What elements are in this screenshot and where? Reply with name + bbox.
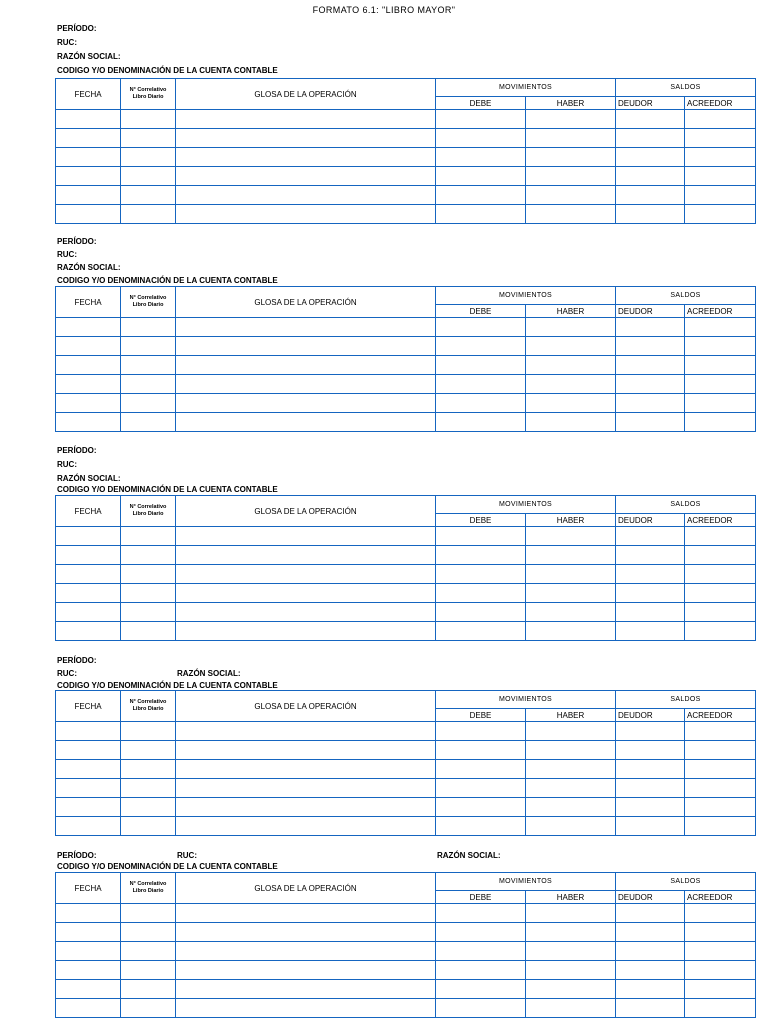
glosa-header: GLOSA DE LA OPERACIÓN — [176, 287, 436, 318]
correlativo-header: N° Correlativo Libro Diario — [121, 691, 176, 722]
cuenta-label: CODIGO Y/O DENOMINACIÓN DE LA CUENTA CONTABLE — [57, 66, 278, 75]
deudor-header: DEUDOR — [616, 514, 685, 527]
cuenta-label: CODIGO Y/O DENOMINACIÓN DE LA CUENTA CONTABLE — [57, 485, 278, 494]
table-row — [56, 413, 756, 432]
correlativo-header: N° Correlativo Libro Diario — [121, 873, 176, 904]
table-row — [56, 798, 756, 817]
periodo-label: PERÍODO: — [57, 24, 97, 33]
table-row — [56, 546, 756, 565]
table-row — [56, 318, 756, 337]
debe-header: DEBE — [436, 305, 526, 318]
haber-header: HABER — [526, 305, 616, 318]
ruc-label: RUC: — [57, 669, 77, 678]
haber-header: HABER — [526, 97, 616, 110]
acreedor-header: ACREEDOR — [685, 514, 756, 527]
table-row — [56, 741, 756, 760]
saldos-header: SALDOS — [616, 287, 756, 305]
periodo-label: PERÍODO: — [57, 656, 97, 665]
table-row — [56, 817, 756, 836]
cuenta-label: CODIGO Y/O DENOMINACIÓN DE LA CUENTA CONTABLE — [57, 862, 278, 871]
movimientos-header: MOVIMIENTOS — [436, 287, 616, 305]
table-row — [56, 167, 756, 186]
periodo-label: PERÍODO: — [57, 446, 97, 455]
razon-social-label: RAZÓN SOCIAL: — [57, 474, 121, 483]
acreedor-header: ACREEDOR — [685, 709, 756, 722]
deudor-header: DEUDOR — [616, 305, 685, 318]
cuenta-label: CODIGO Y/O DENOMINACIÓN DE LA CUENTA CONTABLE — [57, 276, 278, 285]
table-row — [56, 961, 756, 980]
fecha-header: FECHA — [56, 79, 121, 110]
table-row — [56, 980, 756, 999]
debe-header: DEBE — [436, 97, 526, 110]
acreedor-header: ACREEDOR — [685, 97, 756, 110]
debe-header: DEBE — [436, 709, 526, 722]
table-row — [56, 923, 756, 942]
table-row — [56, 760, 756, 779]
deudor-header: DEUDOR — [616, 709, 685, 722]
saldos-header: SALDOS — [616, 79, 756, 97]
movimientos-header: MOVIMIENTOS — [436, 79, 616, 97]
ruc-label: RUC: — [57, 38, 77, 47]
ruc-label: RUC: — [57, 250, 77, 259]
table-row — [56, 527, 756, 546]
table-row — [56, 356, 756, 375]
table-row — [56, 186, 756, 205]
razon-social-label: RAZÓN SOCIAL: — [57, 52, 121, 61]
deudor-header: DEUDOR — [616, 97, 685, 110]
movimientos-header: MOVIMIENTOS — [436, 873, 616, 891]
correlativo-header: N° Correlativo Libro Diario — [121, 287, 176, 318]
movimientos-header: MOVIMIENTOS — [436, 496, 616, 514]
table-row — [56, 622, 756, 641]
ruc-label: RUC: — [177, 851, 197, 860]
ledger-table — [55, 78, 756, 224]
fecha-header: FECHA — [56, 496, 121, 527]
saldos-header: SALDOS — [616, 496, 756, 514]
debe-header: DEBE — [436, 891, 526, 904]
razon-social-label: RAZÓN SOCIAL: — [57, 263, 121, 272]
document-title: FORMATO 6.1: "LIBRO MAYOR" — [312, 5, 456, 15]
periodo-label: PERÍODO: — [57, 237, 97, 246]
fecha-header: FECHA — [56, 873, 121, 904]
table-row — [56, 148, 756, 167]
ledger-table — [55, 872, 756, 1018]
table-row — [56, 999, 756, 1018]
glosa-header: GLOSA DE LA OPERACIÓN — [176, 496, 436, 527]
saldos-header: SALDOS — [616, 691, 756, 709]
table-row — [56, 603, 756, 622]
deudor-header: DEUDOR — [616, 891, 685, 904]
haber-header: HABER — [526, 514, 616, 527]
correlativo-header: N° Correlativo Libro Diario — [121, 496, 176, 527]
glosa-header: GLOSA DE LA OPERACIÓN — [176, 79, 436, 110]
haber-header: HABER — [526, 709, 616, 722]
table-row — [56, 110, 756, 129]
ruc-label: RUC: — [57, 460, 77, 469]
acreedor-header: ACREEDOR — [685, 305, 756, 318]
ledger-table — [55, 495, 756, 641]
table-row — [56, 205, 756, 224]
acreedor-header: ACREEDOR — [685, 891, 756, 904]
table-row — [56, 779, 756, 798]
cuenta-label: CODIGO Y/O DENOMINACIÓN DE LA CUENTA CONTABLE — [57, 681, 278, 690]
razon-social-label: RAZÓN SOCIAL: — [437, 851, 501, 860]
table-row — [56, 375, 756, 394]
ledger-table — [55, 286, 756, 432]
periodo-label: PERÍODO: — [57, 851, 97, 860]
ledger-table — [55, 690, 756, 836]
table-row — [56, 129, 756, 148]
table-row — [56, 722, 756, 741]
table-row — [56, 584, 756, 603]
saldos-header: SALDOS — [616, 873, 756, 891]
fecha-header: FECHA — [56, 691, 121, 722]
debe-header: DEBE — [436, 514, 526, 527]
glosa-header: GLOSA DE LA OPERACIÓN — [176, 873, 436, 904]
table-row — [56, 394, 756, 413]
table-row — [56, 904, 756, 923]
glosa-header: GLOSA DE LA OPERACIÓN — [176, 691, 436, 722]
table-row — [56, 565, 756, 584]
haber-header: HABER — [526, 891, 616, 904]
correlativo-header: N° Correlativo Libro Diario — [121, 79, 176, 110]
movimientos-header: MOVIMIENTOS — [436, 691, 616, 709]
fecha-header: FECHA — [56, 287, 121, 318]
table-row — [56, 337, 756, 356]
table-row — [56, 942, 756, 961]
razon-social-label: RAZÓN SOCIAL: — [177, 669, 241, 678]
